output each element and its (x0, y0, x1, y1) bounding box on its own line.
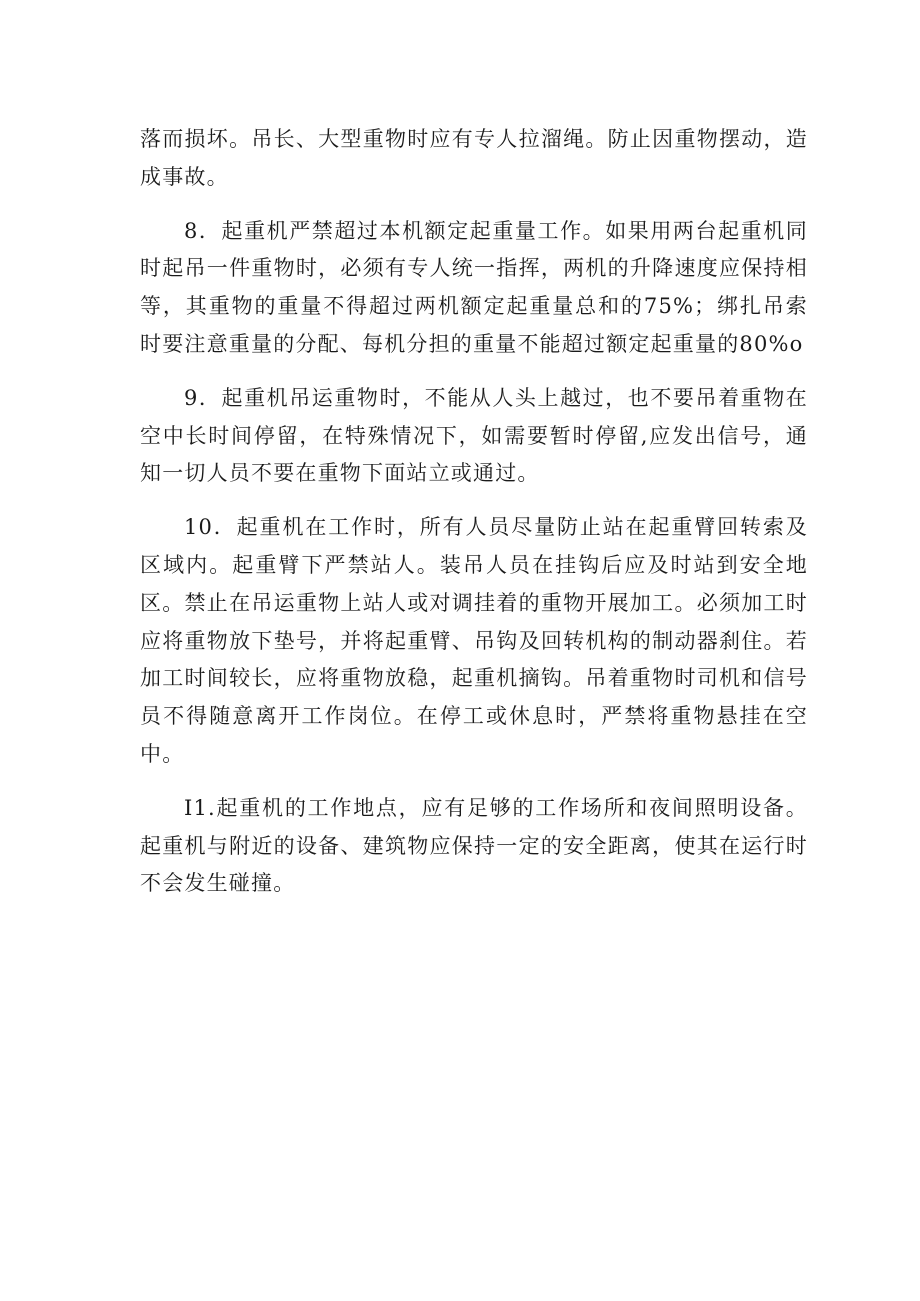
paragraph-item-8: 8．起重机严禁超过本机额定起重量工作。如果用两台起重机同时起吊一件重物时，必须有专人统一指挥，两机的升降速度应保持相等，其重物的重量不得超过两机额定起重量总和的75%；绑扎吊索时要注意重量的分配、每机分担的重量不能超过额定起重量的80%o (140, 218, 808, 356)
paragraph-item-10: 10．起重机在工作时，所有人员尽量防止站在起重臂回转索及区域内。起重臂下严禁站人。装吊人员在挂钩后应及时站到安全地区。禁止在吊运重物上站人或对调挂着的重物开展加工。必须加工时应将重物放下垫号，并将起重臂、吊钩及回转机构的制动器刹住。若加工时间较长，应将重物放稳，起重机摘钩。吊着重物时司机和信号员不得随意离开工作岗位。在停工或休息时，严禁将重物悬挂在空中。 (140, 515, 808, 766)
paragraph-continuation: 落而损坏。吊长、大型重物时应有专人拉溜绳。防止因重物摆动，造成事故。 (140, 127, 808, 189)
paragraph-item-9: 9．起重机吊运重物时，不能从人头上越过，也不要吊着重物在空中长时间停留，在特殊情况下，如需要暂时停留,应发出信号，通知一切人员不要在重物下面站立或通过。 (140, 385, 808, 486)
paragraph-item-11: I1.起重机的工作地点，应有足够的工作场所和夜间照明设备。起重机与附近的设备、建筑物应保持一定的安全距离，使其在运行时不会发生碰撞。 (140, 795, 808, 896)
document-page (140, 121, 808, 919)
